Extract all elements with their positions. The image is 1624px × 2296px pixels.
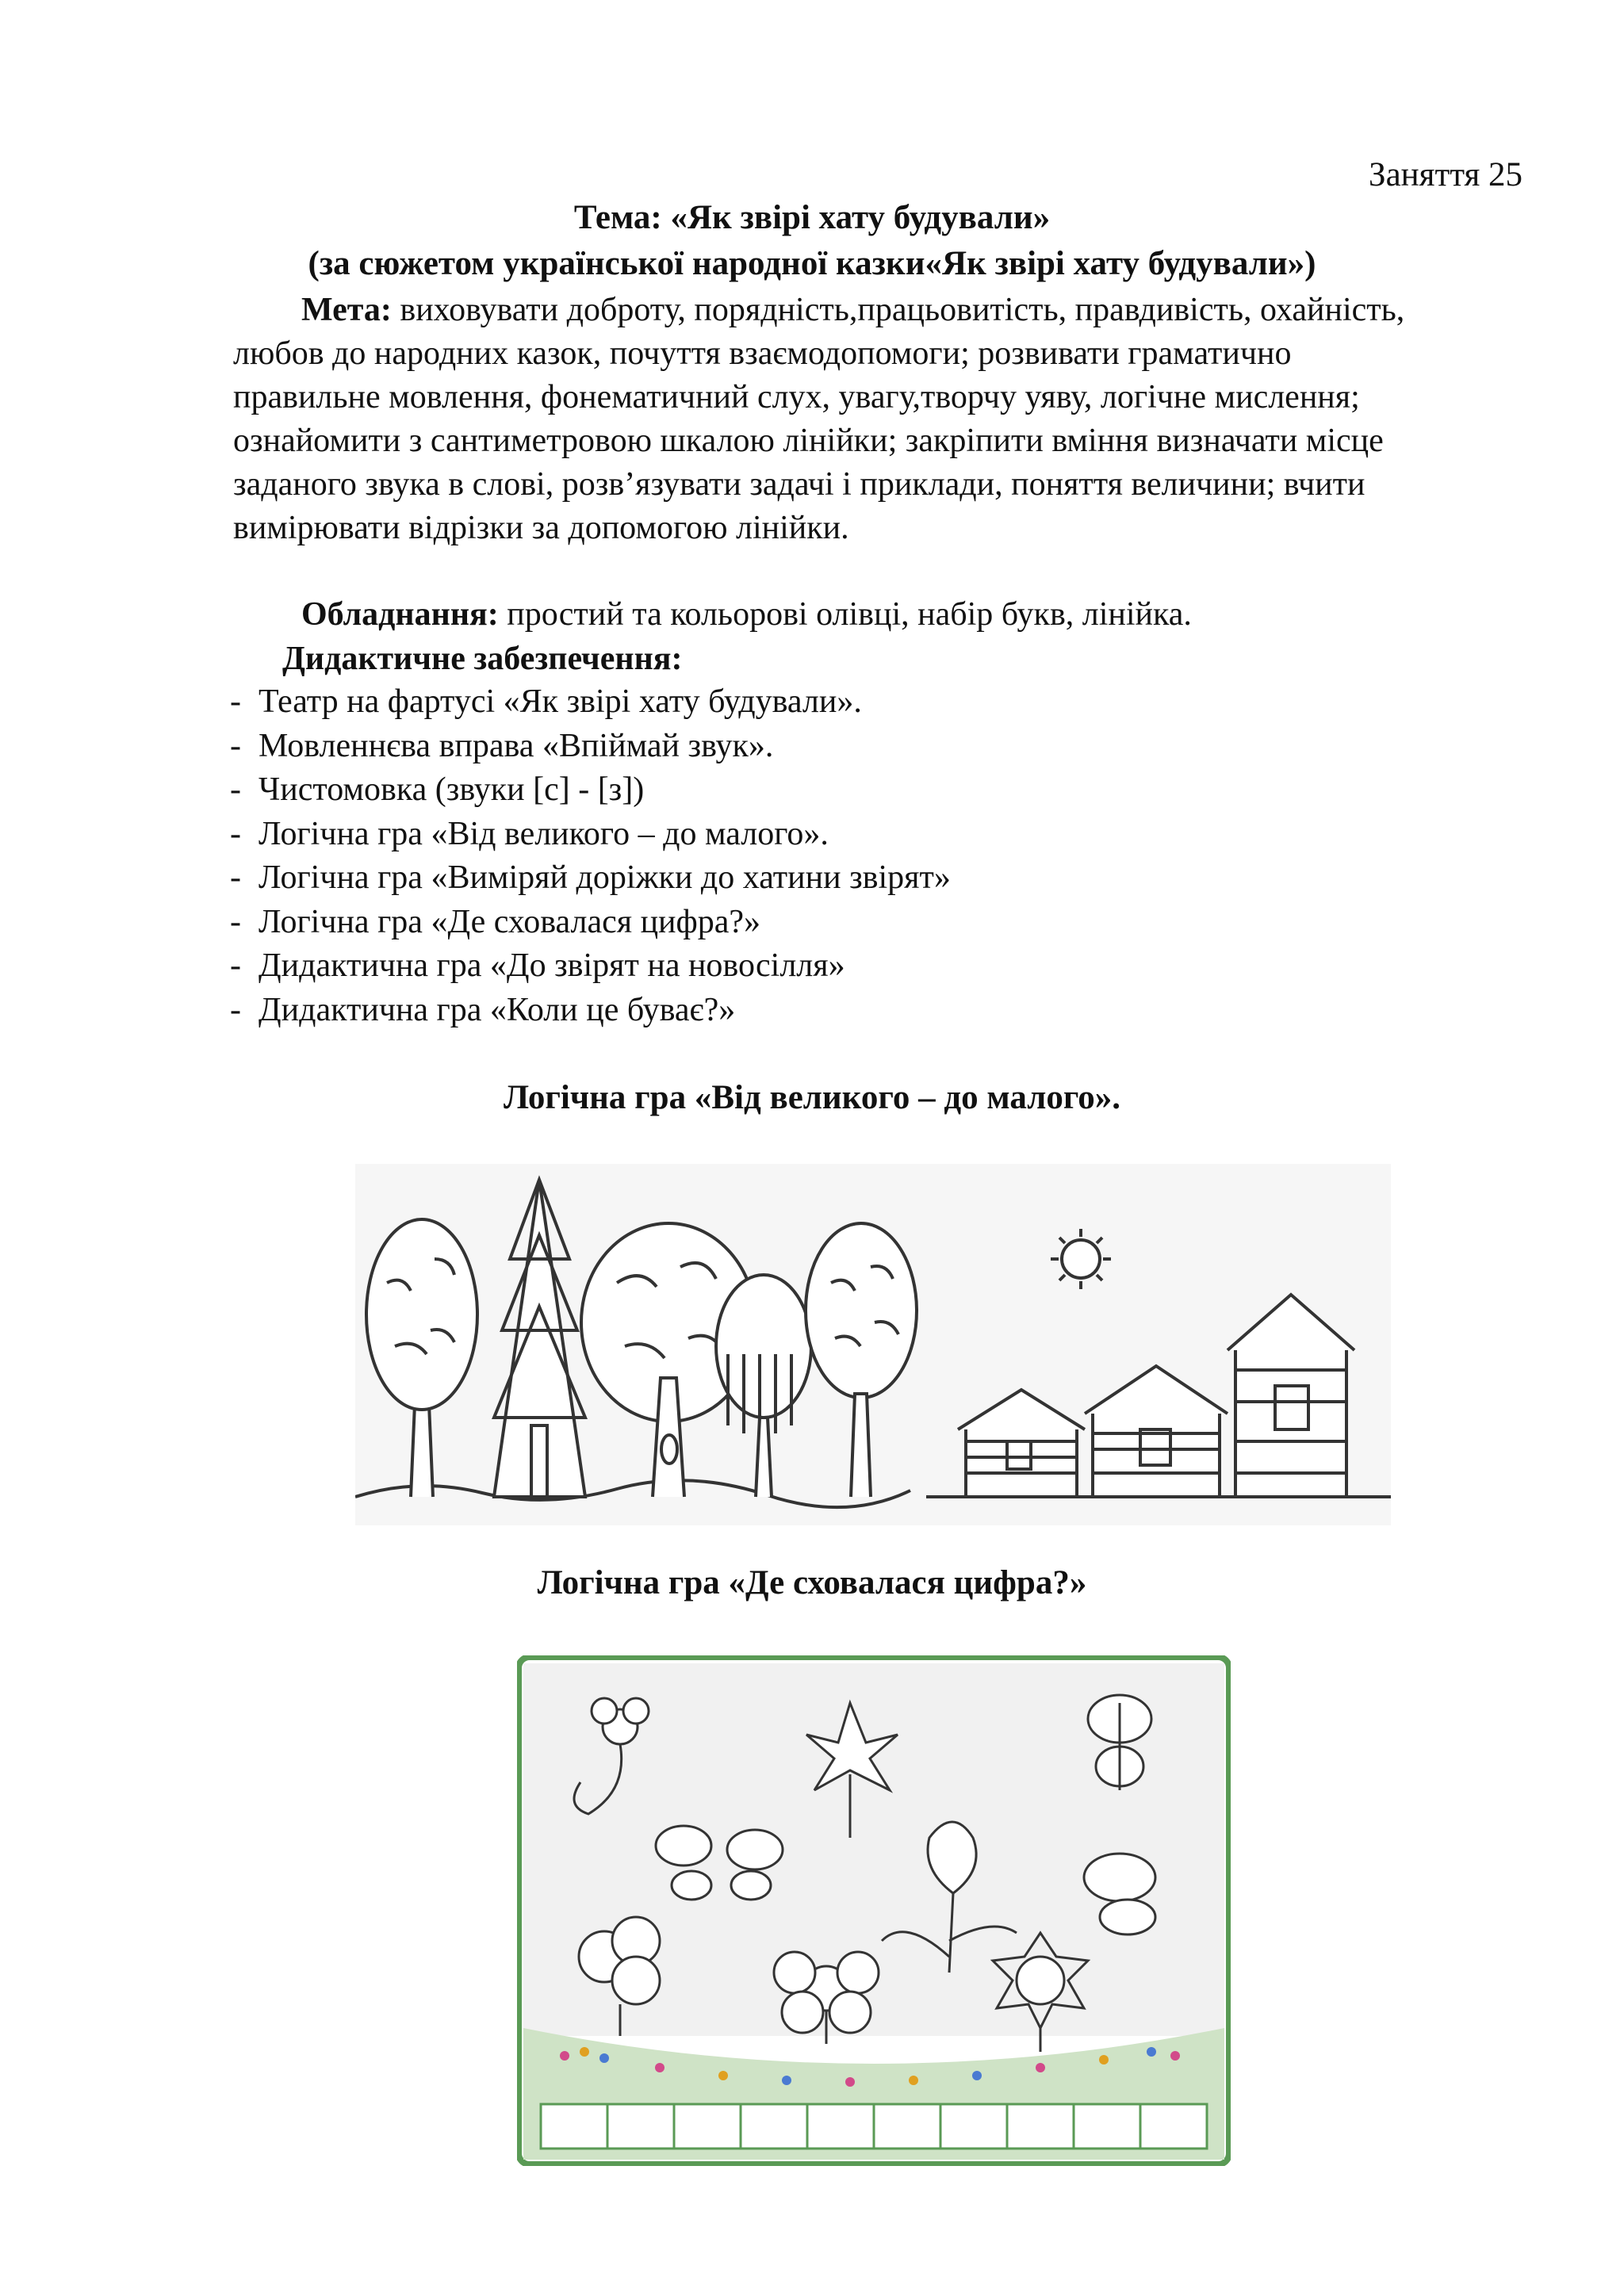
goal-text: виховувати доброту, порядність,працьовитість, правдивість, охайність, любов до народних казок, почуття взаємодопомоги; розвивати граматично правильне мовлення, фонематичний слух, увагу,творчу уяву, логічне мислення; ознайомити з сантиметровою шкалою лінійки; закріпити вміння визначати місце заданого звука в слові, розв’язувати задачі і приклади, поняття величини; вчити вимірювати відрізки за допомогою лінійки.: [233, 292, 1405, 546]
flowers-digits-illustration: [517, 1655, 1231, 2166]
list-item: - Театр на фартусі «Як звірі хату будували».: [230, 683, 862, 720]
lesson-subtitle: (за сюжетом української народної казки«Як звірі хату будували»): [308, 245, 1316, 282]
lesson-number: Заняття 25: [1369, 156, 1522, 193]
game1-title: Логічна гра «Від великого – до малого».: [503, 1079, 1121, 1116]
list-item: - Логічна гра «Від великого – до малого».: [230, 815, 829, 852]
trees-houses-illustration: [355, 1164, 1391, 1525]
list-item: - Дидактична гра «До звірят на новосілля»: [230, 947, 845, 984]
goal-label: Мета:: [301, 292, 392, 328]
list-item: - Логічна гра «Де сховалася цифра?»: [230, 903, 761, 940]
list-item: - Мовленнєва вправа «Впіймай звук».: [230, 727, 774, 764]
game2-title: Логічна гра «Де сховалася цифра?»: [537, 1564, 1087, 1601]
equipment-paragraph: [301, 593, 1459, 637]
equipment-label: Обладнання:: [301, 596, 499, 633]
lesson-title: Тема: «Як звірі хату будували»: [573, 199, 1051, 236]
didactic-heading: Дидактичне забезпечення:: [282, 641, 683, 677]
list-item: - Чистомовка (звуки [с] - [з]): [230, 771, 645, 808]
didactic-list: [230, 680, 951, 1032]
list-item: - Дидактична гра «Коли це буває?»: [230, 991, 736, 1028]
equipment-text: простий та кольорові олівці, набір букв, лінійка.: [498, 596, 1192, 633]
goal-paragraph: [233, 289, 1438, 550]
list-item: - Логічна гра «Виміряй доріжки до хатини звірят»: [230, 859, 951, 896]
